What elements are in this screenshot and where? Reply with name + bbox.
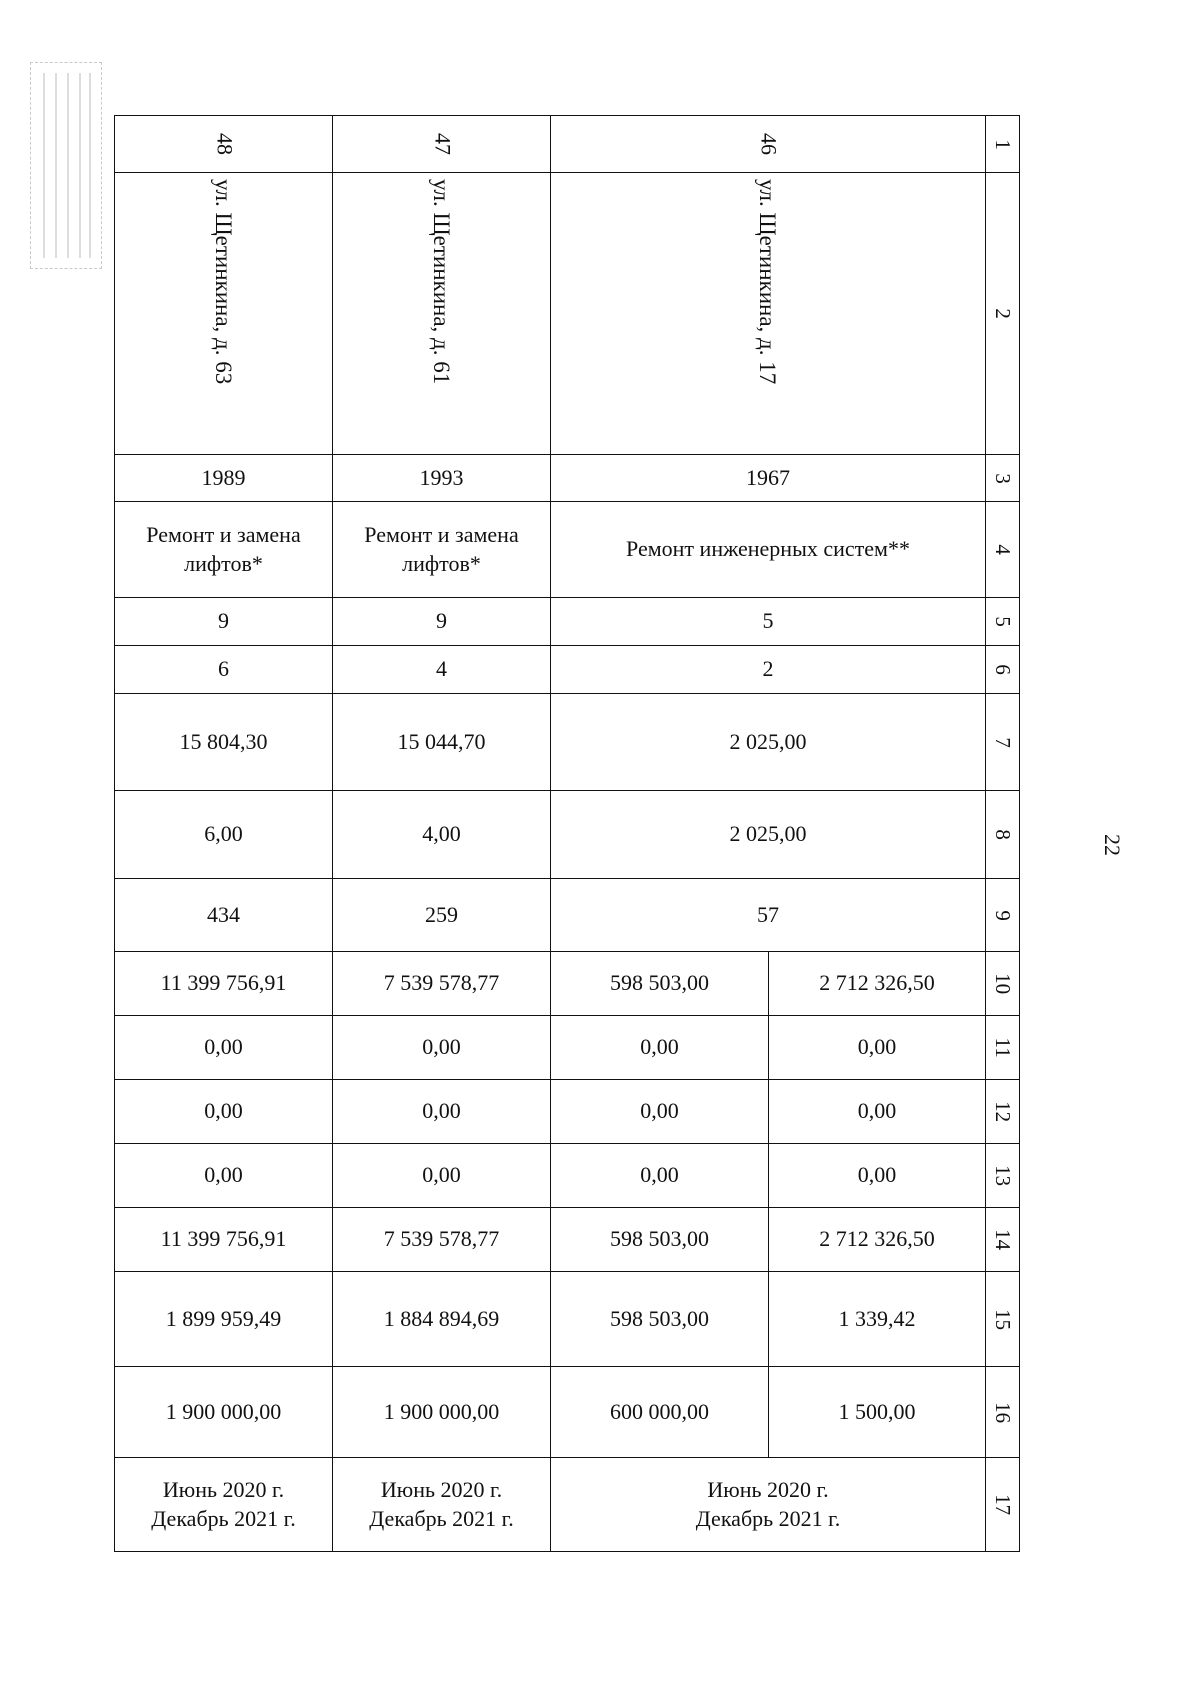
cell-floors: 5 bbox=[551, 598, 986, 646]
cell-value: 2 712 326,50 bbox=[769, 952, 986, 1016]
cell-value: 7 539 578,77 bbox=[333, 952, 551, 1016]
table-row bbox=[115, 646, 1020, 694]
row-index: 8 bbox=[986, 791, 1020, 879]
cell-value: 6,00 bbox=[115, 791, 333, 879]
cell-value: 1 500,00 bbox=[769, 1367, 986, 1458]
cell-work-type: Ремонт и замена лифтов* bbox=[115, 502, 333, 598]
cell-value: 598 503,00 bbox=[551, 952, 769, 1016]
table-row bbox=[115, 791, 1020, 879]
cell-entrances: 4 bbox=[333, 646, 551, 694]
cell-value: 0,00 bbox=[551, 1016, 769, 1080]
cell-value: 11 399 756,91 bbox=[115, 952, 333, 1016]
cell-address: ул. Щетинкина, д. 61 bbox=[333, 173, 551, 455]
period-start: Июнь 2020 г. bbox=[162, 1476, 285, 1502]
table-row bbox=[115, 1144, 1020, 1208]
table-row bbox=[115, 694, 1020, 791]
cell-entrances: 2 bbox=[551, 646, 986, 694]
row-index: 6 bbox=[986, 646, 1020, 694]
cell-value: 0,00 bbox=[551, 1080, 769, 1144]
cell-value: 1 899 959,49 bbox=[115, 1272, 333, 1367]
row-index: 7 bbox=[986, 694, 1020, 791]
cell-value: 0,00 bbox=[769, 1144, 986, 1208]
cell-year: 1967 bbox=[551, 455, 986, 502]
table-row bbox=[115, 879, 1020, 952]
cell-value: 1 900 000,00 bbox=[333, 1367, 551, 1458]
table-row bbox=[115, 173, 1020, 455]
cell-value: 2 025,00 bbox=[551, 791, 986, 879]
cell-period bbox=[551, 1458, 986, 1552]
period-start: Июнь 2020 г. bbox=[707, 1476, 829, 1502]
cell-year: 1989 bbox=[115, 455, 333, 502]
table-row bbox=[115, 1208, 1020, 1272]
cell-value: 11 399 756,91 bbox=[115, 1208, 333, 1272]
cell-value: 0,00 bbox=[333, 1016, 551, 1080]
row-index: 12 bbox=[986, 1080, 1020, 1144]
cell-address: ул. Щетинкина, д. 63 bbox=[115, 173, 333, 455]
cell-value: 1 339,42 bbox=[769, 1272, 986, 1367]
row-index: 4 bbox=[986, 502, 1020, 598]
cell-value: 0,00 bbox=[769, 1080, 986, 1144]
table-row bbox=[115, 502, 1020, 598]
cell-value: 0,00 bbox=[115, 1016, 333, 1080]
period-end: Декабрь 2021 г. bbox=[695, 1505, 841, 1531]
cell-value: 1 884 894,69 bbox=[333, 1272, 551, 1367]
table-row bbox=[115, 1016, 1020, 1080]
cell-year: 1993 bbox=[333, 455, 551, 502]
table-row bbox=[115, 1367, 1020, 1458]
row-index: 10 bbox=[986, 952, 1020, 1016]
cell-value: 434 bbox=[115, 879, 333, 952]
cell-work-type: Ремонт и замена лифтов* bbox=[333, 502, 551, 598]
cell-value: 598 503,00 bbox=[551, 1272, 769, 1367]
cell-value: 0,00 bbox=[333, 1144, 551, 1208]
period-end: Декабрь 2021 г. bbox=[151, 1505, 296, 1531]
row-index: 16 bbox=[986, 1367, 1020, 1458]
cell-address: ул. Щетинкина, д. 17 bbox=[551, 173, 986, 455]
cell-value: 15 804,30 bbox=[115, 694, 333, 791]
cell-number: 46 bbox=[551, 116, 986, 173]
row-index: 5 bbox=[986, 598, 1020, 646]
cell-value: 0,00 bbox=[333, 1080, 551, 1144]
data-table bbox=[114, 115, 1020, 1552]
cell-value: 2 712 326,50 bbox=[769, 1208, 986, 1272]
table-row bbox=[115, 116, 1020, 173]
row-index: 14 bbox=[986, 1208, 1020, 1272]
period-end: Декабрь 2021 г. bbox=[369, 1505, 514, 1531]
cell-floors: 9 bbox=[333, 598, 551, 646]
row-index: 13 bbox=[986, 1144, 1020, 1208]
cell-period bbox=[333, 1458, 551, 1552]
table-row bbox=[115, 1080, 1020, 1144]
cell-value: 0,00 bbox=[115, 1144, 333, 1208]
cell-entrances: 6 bbox=[115, 646, 333, 694]
cell-value: 598 503,00 bbox=[551, 1208, 769, 1272]
row-index: 2 bbox=[986, 173, 1020, 455]
table-row bbox=[115, 952, 1020, 1016]
row-index: 17 bbox=[986, 1458, 1020, 1552]
row-index: 1 bbox=[986, 116, 1020, 173]
table-row bbox=[115, 1458, 1020, 1552]
row-index: 11 bbox=[986, 1016, 1020, 1080]
cell-value: 2 025,00 bbox=[551, 694, 986, 791]
cell-value: 57 bbox=[551, 879, 986, 952]
cell-work-type: Ремонт инженерных систем** bbox=[551, 502, 986, 598]
cell-number: 48 bbox=[115, 116, 333, 173]
cell-floors: 9 bbox=[115, 598, 333, 646]
table-row bbox=[115, 598, 1020, 646]
cell-period bbox=[115, 1458, 333, 1552]
cell-value: 4,00 bbox=[333, 791, 551, 879]
row-index: 9 bbox=[986, 879, 1020, 952]
cell-number: 47 bbox=[333, 116, 551, 173]
approval-stamp bbox=[30, 62, 102, 269]
cell-value: 600 000,00 bbox=[551, 1367, 769, 1458]
cell-value: 0,00 bbox=[115, 1080, 333, 1144]
cell-value: 15 044,70 bbox=[333, 694, 551, 791]
page-number: 22 bbox=[1100, 834, 1125, 856]
period-start: Июнь 2020 г. bbox=[380, 1476, 503, 1502]
row-index: 3 bbox=[986, 455, 1020, 502]
cell-value: 1 900 000,00 bbox=[115, 1367, 333, 1458]
cell-value: 0,00 bbox=[769, 1016, 986, 1080]
cell-value: 259 bbox=[333, 879, 551, 952]
cell-value: 7 539 578,77 bbox=[333, 1208, 551, 1272]
table-row bbox=[115, 455, 1020, 502]
table-row bbox=[115, 1272, 1020, 1367]
row-index: 15 bbox=[986, 1272, 1020, 1367]
cell-value: 0,00 bbox=[551, 1144, 769, 1208]
